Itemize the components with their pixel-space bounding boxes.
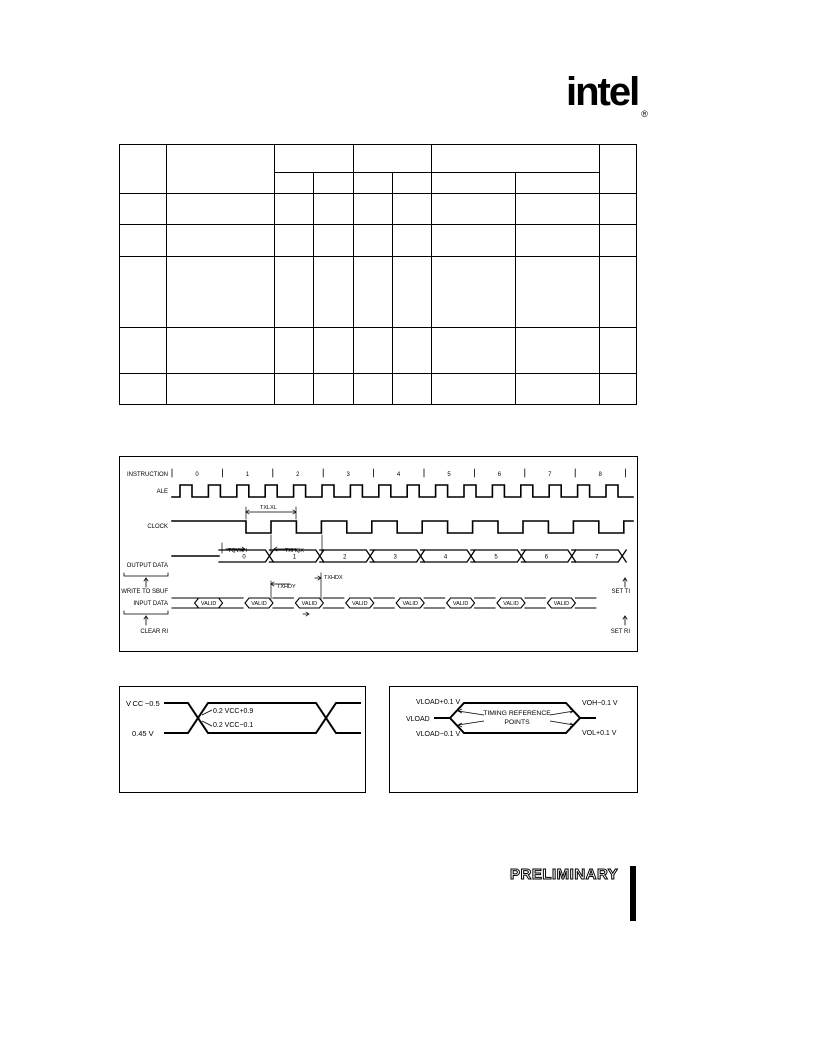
input-hold-lines — [374, 598, 394, 608]
float-waveform — [389, 686, 638, 793]
table-cell — [275, 173, 314, 194]
txhqx-label: TXHQX — [285, 548, 304, 554]
ale-pulse-train — [172, 485, 633, 497]
output-bit-segment — [471, 550, 525, 562]
output-bit-segment — [370, 550, 424, 562]
txhdx-label: TXHDX — [324, 575, 343, 581]
input-valid-label: VALID — [352, 601, 368, 608]
input-hold-lines — [273, 598, 293, 608]
input-hold-lines — [475, 598, 495, 608]
tqvxh-label: TQVXH — [228, 548, 247, 554]
table-cell — [354, 173, 393, 194]
table-cell — [120, 145, 167, 194]
table-cell — [314, 173, 354, 194]
input-valid-label: VALID — [402, 601, 418, 608]
set-ri-arrow — [623, 616, 627, 625]
txlxl-label: TXLXL — [260, 505, 277, 511]
table-cell — [432, 145, 600, 173]
lower-threshold-label: 0.2 VCC−0.1 — [213, 722, 254, 729]
input-hold-lines — [323, 598, 343, 608]
output-bit-label: 0 — [242, 554, 246, 561]
table-row — [120, 257, 637, 328]
upper-threshold-label: 0.2 VCC+0.9 — [213, 708, 254, 715]
table-cell — [167, 145, 275, 194]
instruction-cycle-label: 6 — [497, 472, 502, 478]
instruction-cycle-label: 5 — [447, 472, 451, 478]
output-bit-label: 5 — [494, 554, 498, 561]
instruction-cycle-label: 4 — [396, 472, 401, 478]
set-ti-label: SET TI — [611, 589, 630, 595]
label-input-data: INPUT DATA — [133, 601, 168, 607]
clear-ri-marker — [124, 611, 168, 614]
shift-register-timing-diagram — [119, 456, 638, 652]
logo-text: intel — [566, 70, 639, 114]
table-row — [120, 194, 637, 225]
timing-reference-label: TIMING REFERENCE — [483, 710, 551, 717]
write-sbuf-marker — [124, 573, 168, 576]
input-hold-lines — [575, 598, 595, 608]
table-cell — [275, 145, 354, 173]
output-bit-segment — [521, 550, 575, 562]
preliminary-label: PRELIMINARY — [510, 866, 619, 883]
txhdy-end-arrow — [303, 612, 309, 616]
registered-mark: ® — [641, 109, 648, 119]
instruction-cycle-label: 1 — [245, 472, 250, 478]
output-bit-label: 1 — [292, 554, 297, 561]
label-clear-ri: CLEAR RI — [140, 629, 168, 635]
clock-signal — [172, 521, 633, 533]
vload-minus-label: VLOAD−0.1 V — [416, 731, 461, 738]
output-bit-label: 3 — [393, 554, 397, 561]
table-row — [120, 374, 637, 405]
reference-arrow-lower — [458, 721, 484, 727]
vload-plus-label: VLOAD+0.1 V — [416, 699, 461, 706]
txhdy-label: TXHDY — [277, 584, 296, 590]
input-valid-label: VALID — [553, 601, 570, 608]
input-hold-lines — [525, 598, 545, 608]
output-bit-label: 6 — [544, 554, 549, 561]
table-cell — [393, 173, 432, 194]
table-cell — [600, 145, 637, 194]
float-waveform-svg — [390, 687, 637, 792]
output-bit-segment — [421, 550, 475, 562]
low-level-label: 0.45 V — [132, 729, 154, 738]
label-instruction: INSTRUCTION — [127, 472, 168, 478]
output-bit-label: 2 — [343, 554, 347, 561]
instruction-cycle-label: 8 — [598, 472, 602, 478]
table-header-row — [120, 145, 637, 173]
output-bit-segment — [320, 550, 374, 562]
reference-arrow-lower-right — [550, 721, 574, 727]
table-cell — [432, 173, 516, 194]
instruction-cycle-label: 3 — [346, 472, 350, 478]
label-output-data: OUTPUT DATA — [126, 563, 168, 569]
points-label: POINTS — [504, 719, 530, 726]
instruction-cycle-label: 2 — [296, 472, 300, 478]
ac-waveform-low — [164, 703, 361, 733]
intel-logo — [566, 70, 648, 119]
table-cell — [354, 145, 432, 173]
ale-waveform — [172, 485, 633, 497]
txhdx-arrow — [315, 576, 321, 580]
label-ale: ALE — [156, 489, 168, 495]
output-bit-label: 4 — [443, 554, 448, 561]
reference-arrow-upper — [458, 709, 484, 715]
input-valid-label: VALID — [452, 601, 469, 608]
label-write-sbuf: WRITE TO SBUF — [121, 589, 168, 595]
ac-waveform-high — [164, 703, 361, 733]
input-data-waveform — [172, 598, 596, 608]
clock-waveform — [172, 521, 633, 533]
vload-label: VLOAD — [406, 716, 430, 723]
instruction-cycle-label: 7 — [548, 472, 552, 478]
table-row — [120, 225, 637, 257]
label-clock: CLOCK — [147, 524, 168, 530]
input-valid-label: VALID — [251, 601, 267, 608]
input-valid-label: VALID — [503, 601, 519, 608]
instruction-row — [172, 469, 626, 478]
set-ti-arrow — [623, 578, 627, 587]
vol-label: VOL+0.1 V — [582, 730, 617, 737]
table-row — [120, 328, 637, 374]
voh-label: VOH−0.1 V — [582, 700, 618, 707]
instruction-cycle-label: 0 — [195, 472, 199, 478]
input-valid-label: VALID — [301, 601, 318, 608]
input-hold-lines — [424, 598, 444, 608]
ac-testing-waveform — [119, 686, 366, 793]
table-cell — [516, 173, 600, 194]
vcc-level-label: V CC −0.5 — [126, 699, 160, 708]
write-sbuf-arrow — [144, 578, 148, 587]
spec-table — [119, 144, 637, 405]
margin-bar — [630, 866, 636, 921]
reference-arrow-upper-right — [550, 709, 574, 715]
timing-svg — [120, 457, 637, 651]
output-bit-segment — [572, 550, 626, 562]
input-valid-label: VALID — [200, 601, 217, 608]
input-hold-lines — [223, 598, 243, 608]
set-ri-label: SET RI — [610, 629, 630, 635]
clear-ri-arrow — [144, 616, 148, 625]
output-bit-label: 7 — [595, 554, 599, 561]
float-waveform-shape — [450, 703, 580, 733]
ac-testing-svg — [120, 687, 365, 792]
